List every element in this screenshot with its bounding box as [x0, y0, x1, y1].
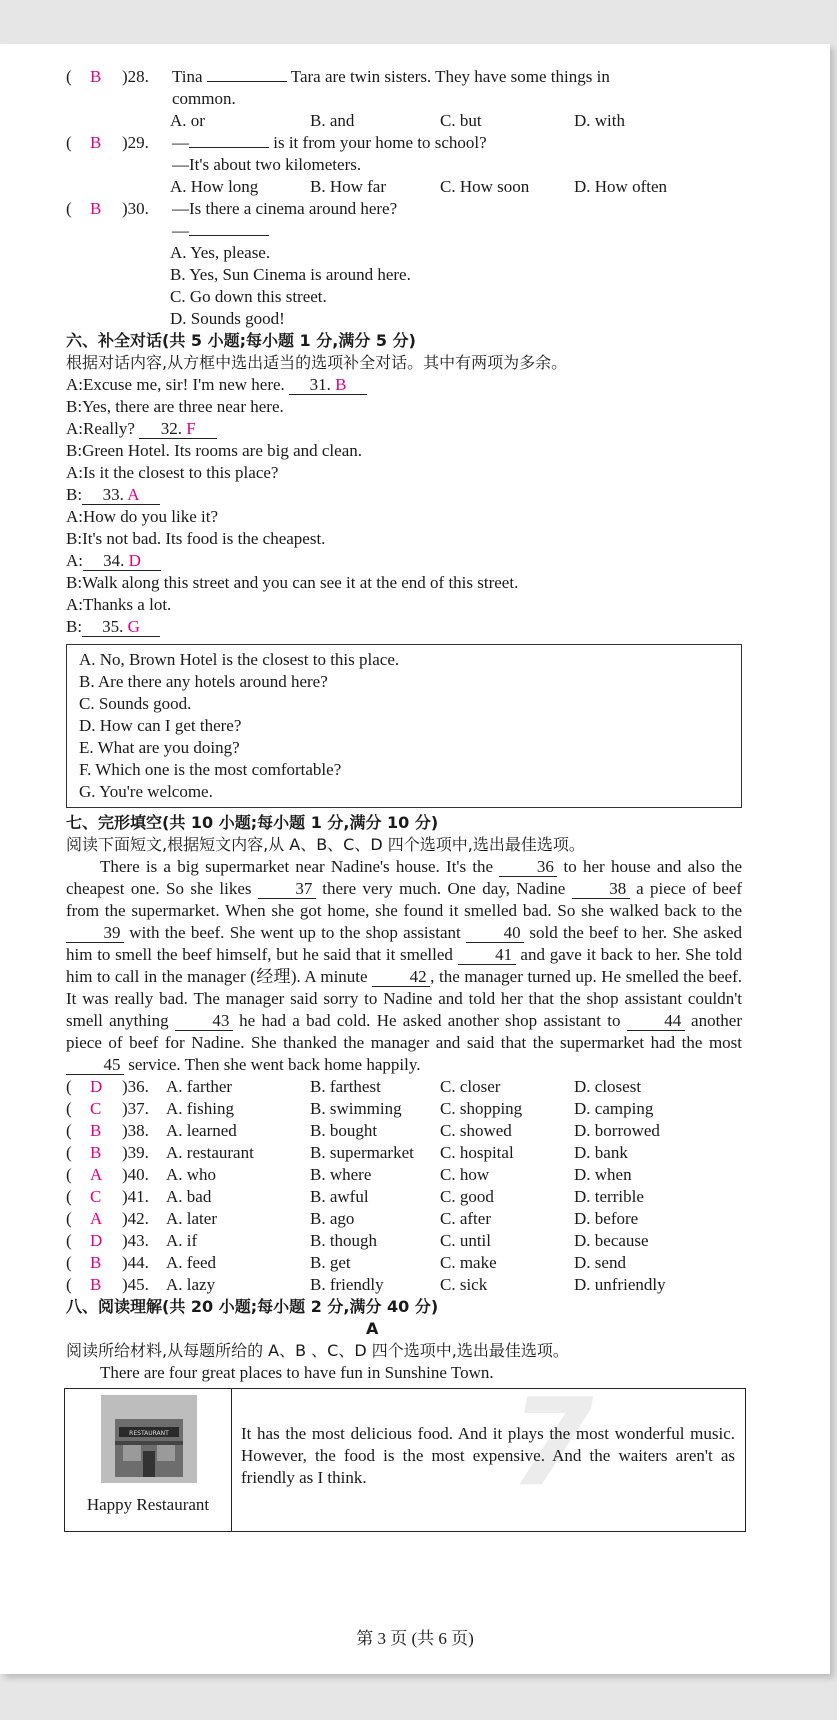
answer-paren: ( — [66, 1077, 72, 1096]
answer-paren-close: )40. — [122, 1165, 149, 1184]
cloze-question — [66, 1230, 742, 1252]
option: A. feed — [166, 1253, 217, 1272]
blank-number: 31. — [309, 375, 336, 394]
passage-text: another piece of beef for Nadine. She thanked the manager and said that the supermarket had the most — [66, 1011, 743, 1052]
option: D. unfriendly — [574, 1275, 666, 1294]
answer-letter: C — [90, 1187, 102, 1206]
question-continuation — [66, 220, 742, 242]
option: C. how — [440, 1165, 490, 1184]
answer-paren-close: )36. — [122, 1077, 149, 1096]
answer-paren-close: )28. — [122, 67, 149, 86]
dialogue-blank — [82, 486, 160, 505]
cloze-blank: 41 — [458, 946, 516, 965]
section-title — [66, 1296, 742, 1318]
option: A. who — [166, 1165, 217, 1184]
box-option — [79, 759, 729, 781]
dialogue-line — [66, 616, 742, 638]
box-option — [79, 737, 729, 759]
section-7-instr: 阅读下面短文,根据短文内容,从 A、B、C、D 四个选项中,选出最佳选项。 — [66, 835, 585, 854]
passage-text: to her house and also the cheapest one. So she likes — [66, 857, 742, 898]
option: D. because — [574, 1231, 649, 1250]
answer-blank — [207, 81, 287, 82]
dialogue-blank — [83, 552, 161, 571]
intro-line — [66, 1362, 742, 1384]
cloze-question — [66, 1098, 742, 1120]
answer-letter: D — [90, 1077, 103, 1096]
passage-text: , the manager turned up. He smelled the beef. It was really bad. The manager said sorry to Nadine and told her that the shop assistant couldn't smell anything — [66, 967, 742, 1030]
place-name: Happy Restaurant — [86, 1495, 210, 1514]
dialogue-blank — [289, 376, 367, 395]
cloze-question — [66, 1164, 742, 1186]
place-cell — [65, 1389, 232, 1531]
answer-letter: B — [90, 67, 102, 86]
passage-text: and gave it back to her. She told him to call in the manager (经理). A minute — [66, 945, 742, 986]
answer-paren-close: )37. — [122, 1099, 149, 1118]
section-6-title: 六、补全对话(共 5 小题;每小题 1 分,满分 5 分) — [66, 331, 416, 350]
dialogue-blank — [139, 420, 217, 439]
speaker: B: — [66, 617, 83, 636]
answer-paren-close: )29. — [122, 133, 149, 152]
option: A. Yes, please. — [170, 243, 271, 262]
blank-answer: F — [186, 419, 196, 438]
option: C. shopping — [440, 1099, 523, 1118]
answer-letter: B — [90, 1275, 102, 1294]
answer-blank — [189, 235, 269, 236]
option: B. though — [310, 1231, 378, 1250]
box-option — [79, 693, 729, 715]
places-table — [64, 1388, 746, 1532]
option: A. lazy — [166, 1275, 216, 1294]
answer-letter: B — [90, 133, 102, 152]
options-row — [66, 110, 742, 132]
answer-paren-close: )38. — [122, 1121, 149, 1140]
option: D. How often — [574, 177, 668, 196]
dialogue-text: How do you like it? — [83, 507, 219, 526]
dialogue-text: Is it the closest to this place? — [83, 463, 279, 482]
section-instr — [66, 1340, 742, 1362]
blank-number: 34. — [103, 551, 129, 570]
section-instr — [66, 834, 742, 856]
exam-page — [0, 44, 830, 1674]
option: A. fishing — [166, 1099, 234, 1118]
question-row — [66, 198, 742, 220]
option: B. How far — [310, 177, 387, 196]
dialogue-line — [66, 594, 742, 616]
answer-letter: A — [90, 1165, 103, 1184]
option: D. borrowed — [574, 1121, 660, 1140]
dialogue-line — [66, 528, 742, 550]
answer-paren: ( — [66, 1231, 72, 1250]
dialogue-line — [66, 506, 742, 528]
question-continuation — [66, 88, 742, 110]
option-row — [66, 242, 742, 264]
option: C. good — [440, 1187, 494, 1206]
option: B. and — [310, 111, 355, 130]
answer-paren-close: )43. — [122, 1231, 149, 1250]
option: B. awful — [310, 1187, 369, 1206]
dialogue-blank — [82, 618, 160, 637]
option: C. closer — [440, 1077, 501, 1096]
dialogue-text: Thanks a lot. — [83, 595, 172, 614]
option: C. How soon — [440, 177, 530, 196]
answer-letter: A — [90, 1209, 103, 1228]
option: D. terrible — [574, 1187, 644, 1206]
box-option-text: C. Sounds good. — [79, 694, 192, 713]
answer-paren: ( — [66, 1099, 72, 1118]
section-7-title: 七、完形填空(共 10 小题;每小题 1 分,满分 10 分) — [66, 813, 439, 832]
blank-answer: G — [127, 617, 140, 636]
cloze-blank: 36 — [499, 858, 557, 877]
cloze-question — [66, 1274, 742, 1296]
speaker: A: — [66, 507, 83, 526]
question-text: — is it from your home to school? — [172, 133, 487, 152]
box-option-text: E. What are you doing? — [79, 738, 240, 757]
box-option — [79, 671, 729, 693]
section-8-title: 八、阅读理解(共 20 小题;每小题 2 分,满分 40 分) — [66, 1297, 439, 1316]
dialogue-text: Yes, there are three near here. — [82, 397, 284, 416]
box-option-text: G. You're welcome. — [79, 782, 213, 801]
option: D. send — [574, 1253, 626, 1272]
speaker: B: — [66, 441, 83, 460]
blank-answer: D — [128, 551, 141, 570]
answer-paren-close: )45. — [122, 1275, 149, 1294]
cloze-question — [66, 1142, 742, 1164]
option: C. but — [440, 111, 482, 130]
question-text: —Is there a cinema around here? — [172, 199, 398, 218]
passage-text: sold the beef to her. She asked him to smell the beef himself, but he said that it smelled — [66, 923, 742, 964]
option: B. swimming — [310, 1099, 402, 1118]
box-option-text: F. Which one is the most comfortable? — [79, 760, 342, 779]
answer-paren: ( — [66, 67, 72, 86]
answer-letter: D — [90, 1231, 103, 1250]
box-option — [79, 715, 729, 737]
option: A. or — [170, 111, 205, 130]
answer-letter: C — [90, 1099, 102, 1118]
option: C. Go down this street. — [170, 287, 327, 306]
answer-paren: ( — [66, 1209, 72, 1228]
answer-paren-close: )42. — [122, 1209, 149, 1228]
option: D. Sounds good! — [170, 309, 285, 328]
page-content — [66, 66, 742, 1532]
page-footer: 第 3 页 (共 6 页) — [356, 1629, 474, 1648]
option: C. make — [440, 1253, 497, 1272]
option: B. Yes, Sun Cinema is around here. — [170, 265, 411, 284]
dialogue-line — [66, 550, 742, 572]
option: A. if — [166, 1231, 198, 1250]
watermark: 7 — [510, 1374, 594, 1513]
cloze-blank: 44 — [627, 1012, 685, 1031]
option: C. showed — [440, 1121, 512, 1140]
question-row — [66, 132, 742, 154]
box-option-text: A. No, Brown Hotel is the closest to this place. — [79, 650, 400, 669]
answer-paren: ( — [66, 1187, 72, 1206]
speaker: B: — [66, 573, 83, 592]
passage-text: There is a big supermarket near Nadine's house. It's the — [100, 857, 500, 876]
answer-paren: ( — [66, 1275, 72, 1294]
dialogue-line — [66, 440, 742, 462]
answer-paren-close: )39. — [122, 1143, 149, 1162]
answer-letter: B — [90, 1143, 102, 1162]
box-option-text: B. Are there any hotels around here? — [79, 672, 328, 691]
passage-text: he had a bad cold. He asked another shop assistant to — [232, 1011, 627, 1030]
section-6-instr: 根据对话内容,从方框中选出适当的选项补全对话。其中有两项为多余。 — [66, 353, 568, 372]
option: A. farther — [166, 1077, 233, 1096]
speaker: B: — [66, 485, 83, 504]
intro-text: There are four great places to have fun in Sunshine Town. — [100, 1363, 494, 1382]
option: B. farthest — [310, 1077, 381, 1096]
option: A. bad — [166, 1187, 212, 1206]
svg-text:RESTAURANT: RESTAURANT — [129, 1430, 169, 1437]
box-option — [79, 649, 729, 671]
option-row — [66, 264, 742, 286]
speaker: B: — [66, 397, 83, 416]
option: D. camping — [574, 1099, 654, 1118]
option: B. supermarket — [310, 1143, 414, 1162]
cloze-blank: 42 — [372, 968, 430, 987]
answer-letter: B — [90, 1121, 102, 1140]
option-row — [66, 308, 742, 330]
continuation-text: — — [172, 220, 269, 242]
passage-text: there very much. One day, Nadine — [315, 879, 572, 898]
option: A. later — [166, 1209, 217, 1228]
dialogue-line — [66, 484, 742, 506]
dialogue-text: It's not bad. Its food is the cheapest. — [82, 529, 326, 548]
question-continuation — [66, 154, 742, 176]
answer-paren: ( — [66, 199, 72, 218]
option: D. bank — [574, 1143, 628, 1162]
place-description: It has the most delicious food. And it plays the most wonderful music. However, the food is the most expensive. And the waiters aren't as friendly as I think. — [241, 1424, 735, 1487]
box-option — [79, 781, 729, 803]
answer-paren-close: )44. — [122, 1253, 149, 1272]
speaker: A: — [66, 595, 83, 614]
cloze-paragraph — [66, 856, 742, 1076]
option: B. friendly — [310, 1275, 384, 1294]
passage-text: a piece of beef from the supermarket. When she got home, she found it smelled bad. So she walked back to the — [66, 879, 742, 920]
answer-paren: ( — [66, 1143, 72, 1162]
speaker: A: — [66, 551, 83, 570]
passage-text: with the beef. She went up to the shop assistant — [124, 923, 467, 942]
answer-paren: ( — [66, 133, 72, 152]
dialogue-text: Really? — [83, 419, 140, 438]
blank-number: 35. — [102, 617, 128, 636]
cloze-blank: 37 — [258, 880, 316, 899]
answer-paren: ( — [66, 1253, 72, 1272]
answer-letter: B — [90, 199, 102, 218]
answer-paren-close: )30. — [122, 199, 149, 218]
option: C. after — [440, 1209, 491, 1228]
cloze-question — [66, 1120, 742, 1142]
dialogue-text: Excuse me, sir! I'm new here. — [83, 375, 290, 394]
option: A. How long — [170, 177, 259, 196]
blank-number: 32. — [160, 419, 187, 438]
answer-paren: ( — [66, 1121, 72, 1140]
cloze-blank: 43 — [175, 1012, 233, 1031]
options-row — [66, 176, 742, 198]
section-title — [66, 812, 742, 834]
dialogue-text: Green Hotel. Its rooms are big and clean. — [82, 441, 362, 460]
continuation-text: common. — [172, 89, 236, 108]
section-title — [66, 330, 742, 352]
option: B. where — [310, 1165, 372, 1184]
option: A. restaurant — [166, 1143, 254, 1162]
answer-paren: ( — [66, 1165, 72, 1184]
dialogue-line — [66, 462, 742, 484]
dialogue-line — [66, 418, 742, 440]
option-row — [66, 286, 742, 308]
passage-text: service. Then she went back home happily. — [124, 1055, 421, 1074]
option: C. until — [440, 1231, 492, 1250]
blank-answer: B — [335, 375, 347, 394]
dialogue-text: Walk along this street and you can see it at the end of this street. — [82, 573, 519, 592]
dialogue-line — [66, 374, 742, 396]
question-text: Tina Tara are twin sisters. They have some things in — [172, 67, 610, 86]
cloze-blank: 39 — [66, 924, 124, 943]
cloze-blank: 45 — [66, 1056, 124, 1075]
cloze-blank: 40 — [466, 924, 524, 943]
cloze-question — [66, 1076, 742, 1098]
cloze-blank: 38 — [572, 880, 630, 899]
speaker: A: — [66, 419, 83, 438]
cloze-passage — [66, 856, 742, 1076]
subsection-label: A — [366, 1319, 379, 1338]
continuation-text: —It's about two kilometers. — [172, 155, 362, 174]
subsection — [66, 1318, 742, 1340]
option: D. when — [574, 1165, 632, 1184]
answer-blank — [189, 147, 269, 148]
dialogue-line — [66, 396, 742, 418]
answer-letter: B — [90, 1253, 102, 1272]
option: B. bought — [310, 1121, 378, 1140]
option: A. learned — [166, 1121, 237, 1140]
cloze-question — [66, 1208, 742, 1230]
option: D. closest — [574, 1077, 642, 1096]
restaurant-icon — [101, 1395, 197, 1483]
cloze-question — [66, 1252, 742, 1274]
dialogue-line — [66, 572, 742, 594]
option: C. hospital — [440, 1143, 514, 1162]
box-option-text: D. How can I get there? — [79, 716, 242, 735]
section-8-instr: 阅读所给材料,从每题所给的 A、B 、C、D 四个选项中,选出最佳选项。 — [66, 1341, 569, 1360]
option-box — [66, 644, 742, 808]
option: B. get — [310, 1253, 351, 1272]
answer-paren-close: )41. — [122, 1187, 149, 1206]
blank-answer: A — [127, 485, 140, 504]
option: D. with — [574, 111, 625, 130]
speaker: B: — [66, 529, 83, 548]
cloze-question — [66, 1186, 742, 1208]
blank-number: 33. — [102, 485, 128, 504]
speaker: A: — [66, 463, 83, 482]
section-instr — [66, 352, 742, 374]
question-row — [66, 66, 742, 88]
speaker: A: — [66, 375, 83, 394]
option: D. before — [574, 1209, 639, 1228]
option: C. sick — [440, 1275, 488, 1294]
option: B. ago — [310, 1209, 355, 1228]
